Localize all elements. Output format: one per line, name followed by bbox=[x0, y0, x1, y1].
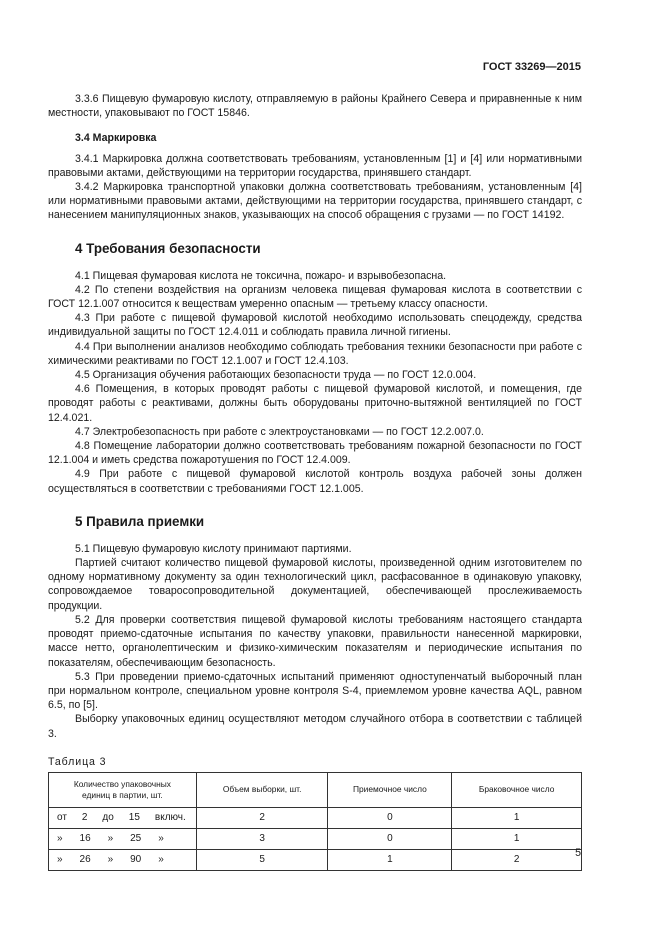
sampling-table bbox=[48, 772, 582, 871]
paragraph-5-3: 5.3 При проведении приемо-сдаточных испытаний применяют одноступенчатый выборочный план при нормальном контроле, специальном уровне контроля S-4, приемлемом уровне качества AQL, равном 6.5, по [5]. bbox=[48, 670, 582, 712]
document-code: ГОСТ 33269—2015 bbox=[482, 61, 581, 73]
header-sample-size: Объем выборки, шт. bbox=[196, 772, 328, 807]
paragraph-5-3-sample: Выборку упаковочных единиц осуществляют методом случайного отбора в соответствии с таблицей 3. bbox=[48, 713, 582, 740]
paragraph-5-1-lot: Партией считают количество пищевой фумаровой кислоты, произведенной одним изготовителем по одному нормативному документу за один технологический цикл, расфасованное в одинаковую упаковку, сопровождаемое товаросопроводительной документацией, обеспечивающей прослеживаемость продукции. bbox=[48, 557, 582, 612]
paragraph-4-4: 4.4 При выполнении анализов необходимо соблюдать требования техники безопасности при работе с химическими реактивами по ГОСТ 12.1.007 и ГОСТ 12.4.103. bbox=[48, 340, 582, 367]
paragraph-4-2: 4.2 По степени воздействия на организм человека пищевая фумаровая кислота в соответствии с ГОСТ 12.1.007 относится к веществам умеренно опасным — третьему классу опасности. bbox=[48, 283, 582, 311]
paragraph-4-5: 4.5 Организация обучения работающих безопасности труда — по ГОСТ 12.0.004. bbox=[75, 369, 477, 382]
paragraph-3-4-2: 3.4.2 Маркировка транспортной упаковки должна соответствовать требованиям, установленным [4] или нормативными правовыми актами, действующими на территории государства, принявшего стандарт, с нанесением манипуляционных знаков, указывающих на способ обращения с грузами — по ГОСТ 14192. bbox=[48, 181, 582, 222]
paragraph-4-1: 4.1 Пищевая фумаровая кислота не токсична, пожаро- и взрывобезопасна. bbox=[75, 269, 447, 282]
table-header-row bbox=[49, 772, 582, 807]
paragraph-3-3-6: 3.3.6 Пищевую фумаровую кислоту, отправляемую в районы Крайнего Севера и приравненные к ним местности, упаковывают по ГОСТ 15846. bbox=[48, 93, 582, 120]
paragraph-4-8: 4.8 Помещение лаборатории должно соответствовать требованиям пожарной безопасности по ГОСТ 12.1.004 и иметь средства пожаротушения по ГОСТ 12.4.009. bbox=[48, 440, 582, 467]
table-row bbox=[49, 807, 582, 828]
paragraph-4-3: 4.3 При работе с пищевой фумаровой кислотой необходимо использовать спецодежду, средства индивидуальной защиты по ГОСТ 12.4.011 и соблюдать правила личной гигиены. bbox=[48, 312, 582, 339]
table-row bbox=[49, 828, 582, 849]
table-row bbox=[49, 849, 582, 870]
section-heading-4: 4 Требования безопасности bbox=[75, 240, 261, 256]
table-caption: Таблица 3 bbox=[48, 755, 107, 768]
lot-size-range: от 2 до 15 включ. bbox=[49, 807, 197, 828]
header-reject-number: Браковочное число bbox=[452, 772, 582, 807]
section-heading-5: 5 Правила приемки bbox=[75, 513, 205, 529]
sample-size-cell: 3 bbox=[196, 828, 328, 849]
subsection-heading-3-4: 3.4 Маркировка bbox=[75, 132, 157, 145]
paragraph-4-9: 4.9 При работе с пищевой фумаровой кислотой контроль воздуха рабочей зоны должен осуществляться в соответствии с требованиями ГОСТ 12.1.005. bbox=[48, 468, 582, 495]
sample-size-cell: 5 bbox=[196, 849, 328, 870]
page-number: 5 bbox=[575, 847, 581, 859]
paragraph-4-6: 4.6 Помещения, в которых проводят работы с пищевой фумаровой кислотой, и помещения, где проводят работы с реактивами, должны быть оборудованы приточно-вытяжной вентиляцией по ГОСТ 12.4.021. bbox=[48, 383, 582, 424]
sample-size-cell: 2 bbox=[196, 807, 328, 828]
lot-size-range: » 26 » 90 » bbox=[49, 849, 197, 870]
page-content bbox=[48, 92, 582, 871]
header-accept-number: Приемочное число bbox=[328, 772, 452, 807]
reject-number-cell: 1 bbox=[452, 828, 582, 849]
paragraph-3-4-1: 3.4.1 Маркировка должна соответствовать требованиям, установленным [1] и [4] или нормативными правовыми актами, действующими на территории государства, принявшего стандарт. bbox=[48, 152, 582, 179]
reject-number-cell: 1 bbox=[452, 807, 582, 828]
reject-number-cell: 2 bbox=[452, 849, 582, 870]
paragraph-5-2: 5.2 Для проверки соответствия пищевой фумаровой кислоты требованиям настоящего стандарта проводят приемо-сдаточные испытания по качеству упаковки, правильности нанесенной маркировки, массе нетто, органолептическим и физико-химическим показателям и периодические испытания по показателям, обеспечивающим безопасность. bbox=[48, 613, 582, 669]
accept-number-cell: 1 bbox=[328, 849, 452, 870]
header-lot-size: Количество упаковочных единиц в партии, шт. bbox=[49, 772, 197, 807]
lot-size-range: » 16 » 25 » bbox=[49, 828, 197, 849]
paragraph-5-1: 5.1 Пищевую фумаровую кислоту принимают партиями. bbox=[75, 542, 352, 555]
paragraph-4-7: 4.7 Электробезопасность при работе с электроустановками — по ГОСТ 12.2.007.0. bbox=[75, 425, 484, 438]
accept-number-cell: 0 bbox=[328, 807, 452, 828]
accept-number-cell: 0 bbox=[328, 828, 452, 849]
